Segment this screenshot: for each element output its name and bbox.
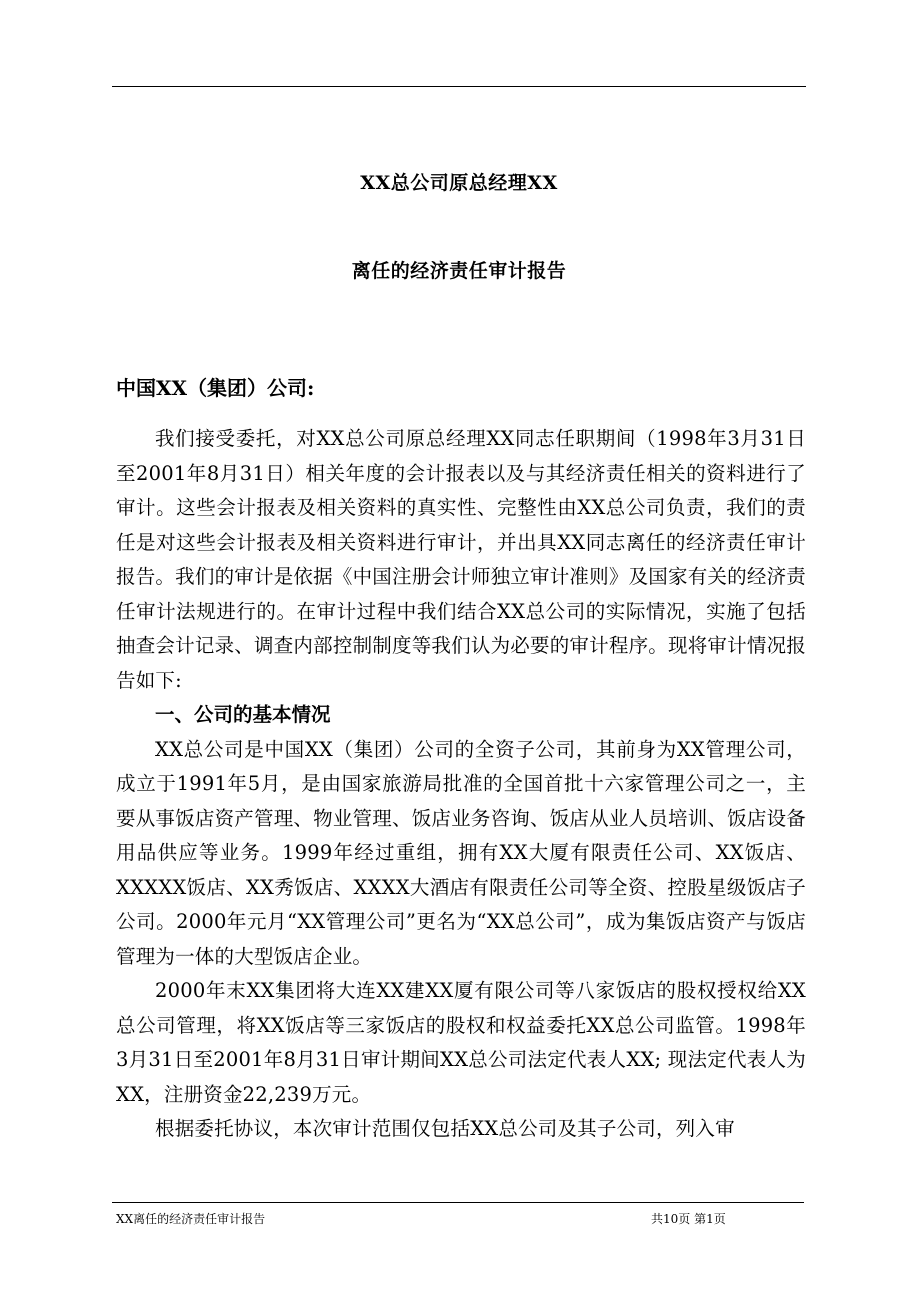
- footer-rule: [112, 1202, 804, 1203]
- section-heading-basic-info: 一、公司的基本情况: [155, 703, 331, 726]
- footer-document-title: XX离任的经济责任审计报告: [116, 1212, 266, 1226]
- equity-management-paragraph: 2000年末XX集团将大连XX建XX厦有限公司等八家饭店的股权授权给XX总公司管理，将XX饭店等三家饭店的股权和权益委托XX总公司监管。1998年3月31日至2001年8月31日审计期间XX总公司法定代表人XX; 现法定代表人为XX，注册资金22,239万元。: [116, 979, 806, 1106]
- salutation: 中国XX（集团）公司:: [116, 376, 315, 400]
- report-title-line2: 离任的经济责任审计报告: [351, 260, 567, 282]
- intro-paragraph: 我们接受委托，对XX总公司原总经理XX同志任职期间（1998年3月31日至2001年8月31日）相关年度的会计报表以及与其经济责任相关的资料进行了审计。这些会计报表及相关资料的真实性、完整性由XX总公司负责，我们的责任是对这些会计报表及相关资料进行审计，并出具XX同志离任的经济责任审计报告。我们的审计是依据《中国注册会计师独立审计准则》及国家有关的经济责任审计法规进行的。在审计过程中我们结合XX总公司的实际情况，实施了包括抽查会计记录、调查内部控制制度等我们认为必要的审计程序。现将审计情况报告如下:: [116, 427, 806, 692]
- audit-scope-paragraph: 根据委托协议，本次审计范围仅包括XX总公司及其子公司，列入审: [155, 1117, 735, 1140]
- report-title-line1: XX总公司原总经理XX: [360, 172, 558, 194]
- footer-page-number: 共10页 第1页: [651, 1212, 726, 1226]
- company-overview-paragraph: XX总公司是中国XX（集团）公司的全资子公司，其前身为XX管理公司，成立于1991年5月，是由国家旅游局批准的全国首批十六家管理公司之一，主要从事饭店资产管理、物业管理、饭店业务咨询、饭店从业人员培训、饭店设备用品供应等业务。1999年经过重组，拥有XX大厦有限责任公司、XX饭店、XXXXX饭店、XX秀饭店、XXXX大酒店有限责任公司等全资、控股星级饭店子公司。2000年元月“XX管理公司”更名为“XX总公司”，成为集饭店资产与饭店管理为一体的大型饭店企业。: [116, 737, 806, 968]
- report-body: [116, 422, 806, 1147]
- header-rule: [112, 86, 806, 87]
